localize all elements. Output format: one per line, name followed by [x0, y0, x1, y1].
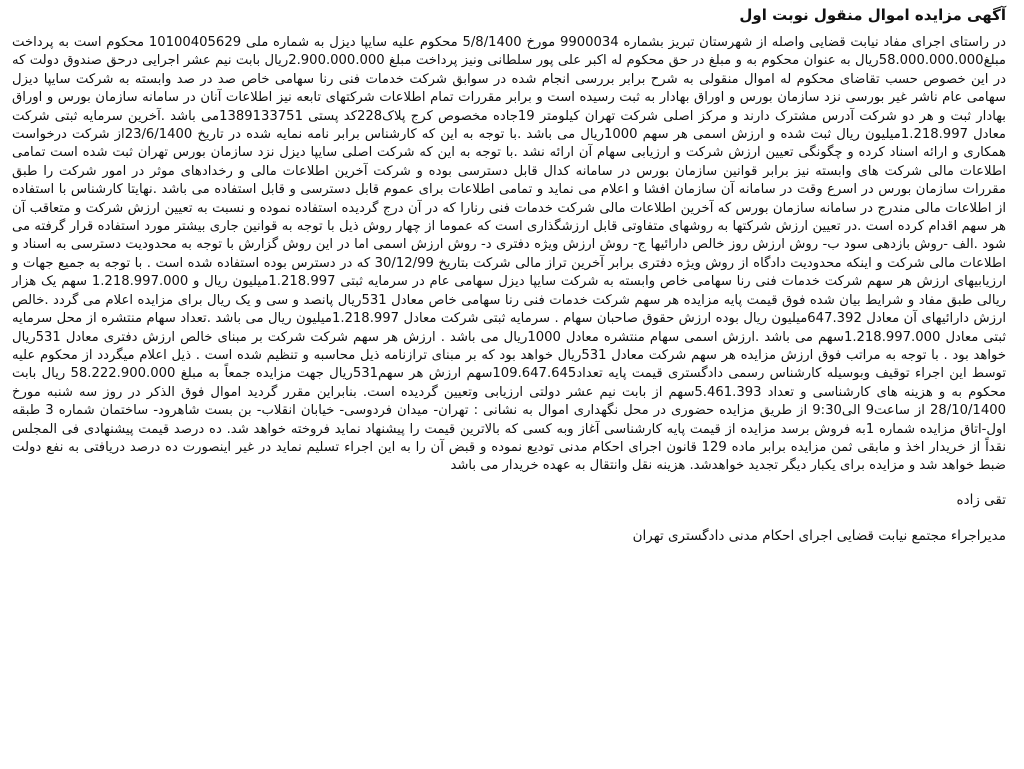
- issuer-title: مدیراجراء مجتمع نیابت قضایی اجرای احکام مدنی دادگستری تهران: [632, 527, 1006, 544]
- signer-name: تقی زاده: [956, 491, 1006, 508]
- notice-body: در راستای اجرای مفاد نیابت قضایی واصله از شهرستان تبریز بشماره 9900034 مورخ 5/8/1400 محکوم علیه سایپا دیزل به شماره ملی 10100405629 محکوم است به پرداخت مبلغ58.000.000.000ریال به عنوان محکوم به و مبلغ در حق محکوم له اکبر علی پور سلطانی ونیز پرداخت مبلغ 2.900.000.000ریال بابت نیم عشر اجرایی درحق صندوق دولت که در این خصوص حسب تقاضای محکوم له اموال منقولی به شرح برابر بررسی انجام شده در سوابق شرکت خدمات فنی رنا سهامی خاص صد در صد وابسته به شرکت سایپا دیزل سهامی عام ناشر غیر بورسی نزد سازمان بورس و اوراق بهادار به ثبت رسیده است و برابر مقررات تمام اطلاعات شرکتهای تابعه نیز اطلاعات آنان در سامانه سازمان بورس و اوراق بهادار ثبت و هر دو شرکت آدرس مشترک دارند و مرکز اصلی شرکت تهران کیلومتر 19جاده مخصوص کرج پلاک228کد پستی 1389133751می باشد .آخرین سرمایه ثبتی شرکت معادل 1.218.997میلیون ریال ثبت شده و ارزش اسمی هر سهم 1000ریال می باشد .با توجه به این که کارشناس برابر نامه نمایه شده در تاریخ 23/6/1400از شرکت درخواست همکاری و ارائه اسناد کرده و چگونگی تعیین ارزش شرکت و ارزیابی سهام آن ارائه نشد .با توجه به این که شرکت اصلی سایپا دیزل نزد سازمان بورس تهران ثبت شده است تمامی اطلاعات مالی شرکت های وابسته نیز برابر قوانین سازمان بورس در سامانه کدال قابل دسترسی بوده و شرکت آخرین اطلاعات مالی و رخدادهای موثر در امور شرکت را طبق مقررات سازمان بورس در اسرع وقت در سامانه آن سازمان افشا و اعلام می نماید و تمامی اطلاعات برای عموم قابل دسترسی و قابل استفاده می باشد .نهایتا کارشناس با استفاده از اطلاعات مالی مندرج در سامانه سازمان بورس که آخرین اطلاعات مالی شرکت خدمات فنی رنارا که در آن درج گردیده استفاده نموده و نسبت به تعیین ارزش شرکت و متعاقب آن هر سهم اقدام کرده است .در تعیین ارزش شرکتها به روشهای متفاوتی قابل ارزشگذاری است که عموما از چهار روش ذیل با توجه به قوانین جاری بیشتر مورد استفاده قرار گرفته می شود .الف -روش بازدهی سود ب- روش ارزش روز خالص دارائیها ج- روش ارزش ویژه دفتری د- روش ارزش اسمی اما در این روش گزارش با توجه به محدودیت دسترسی به اسناد و اطلاعات مالی شرکت و اینکه محدودیت دادگاه از روش ویژه دفتری برابر آخرین تراز مالی شرکت بتاریخ 30/12/99 که در دسترس بوده استفاده شده است . با توجه به جمیع جهات و ارزیابیهای ارزش هر سهم شرکت خدمات فنی رنا سهامی خاص وابسته به شرکت سایپا دیزل سهامی عام در سرمایه ثبتی 1.218.997میلیون ریال و 1.218.997.000 سهم یک هزار ریالی طبق مفاد و شرایط بیان شده فوق قیمت پایه مزایده هر سهم شرکت خدمات فنی رنا سهامی خاص معادل 531ریال پانصد و سی و یک ریال برای مزایده اعلام می گردد .خالص ارزش دارائیهای آن معادل 647.392میلیون ریال بوده ارزش حقوق صاحبان سهام . سرمایه ثبتی شرکت معادل 1.218.997میلیون ریال می باشد .تعداد سهام منتشره از محل سرمایه ثبتی معادل 1.218.997.000سهم می باشد .ارزش اسمی سهام منتشره معادل 1000ریال می باشد . ارزش هر سهم شرکت شرکت بر مبنای خالص ارزش دفتری معادل 531ریال خواهد بود . با توجه به مراتب فوق ارزش مزایده هر سهم شرکت معادل 531ریال خواهد بود که بر مبنای ترازنامه ذیل محاسبه و تنظیم شده است . ذیل اعلام میگردد از محکوم علیه توسط این اجراء توقیف وبوسیله کارشناس رسمی دادگستری قیمت پایه تعداد109.647.645سهم ارزش هر سهم531ریال جهت مزایده جمعاً به مبلغ 58.222.900.000 ریال بابت محکوم به و هزینه های کارشناسی و تعداد 5.461.393سهم از بابت نیم عشر دولتی ارزیابی وتعیین گردیده است. بنابراین مقرر گردید اموال فوق الذکر در روز سه شنبه مورخ 28/10/1400 از ساعت9 الی9:30 از طریق مزایده حضوری در محل نگهداری اموال به نشانی : تهران- میدان فردوسی- خیابان انقلاب- بن بست شاهرود- ساختمان شماره 3 طبقه اول-اتاق مزایده شماره 1به فروش برسد مزایده از قیمت پایه کارشناسی آغاز وبه کسی که بالاترین قیمت را پیشنهاد نماید فروخته خواهد شد. ده درصد قیمت پیشنهادی فی المجلس نقداً از خریدار اخذ و مابقی ثمن مزایده برابر ماده 129 قانون اجرای احکام مدنی توديع نموده و قبض آن را به این اجراء تسلیم نماید در غیر اینصورت ده درصد دریافتی به نفع دولت ضبط خواهد شد و مزایده برای یکبار دیگر تجدید خواهدشد. هزینه نقل وانتقال به عهده خریدار می باشد: [12, 35, 1006, 474]
- notice-title: آگهی مزایده اموال منقول نوبت اول: [739, 6, 1006, 24]
